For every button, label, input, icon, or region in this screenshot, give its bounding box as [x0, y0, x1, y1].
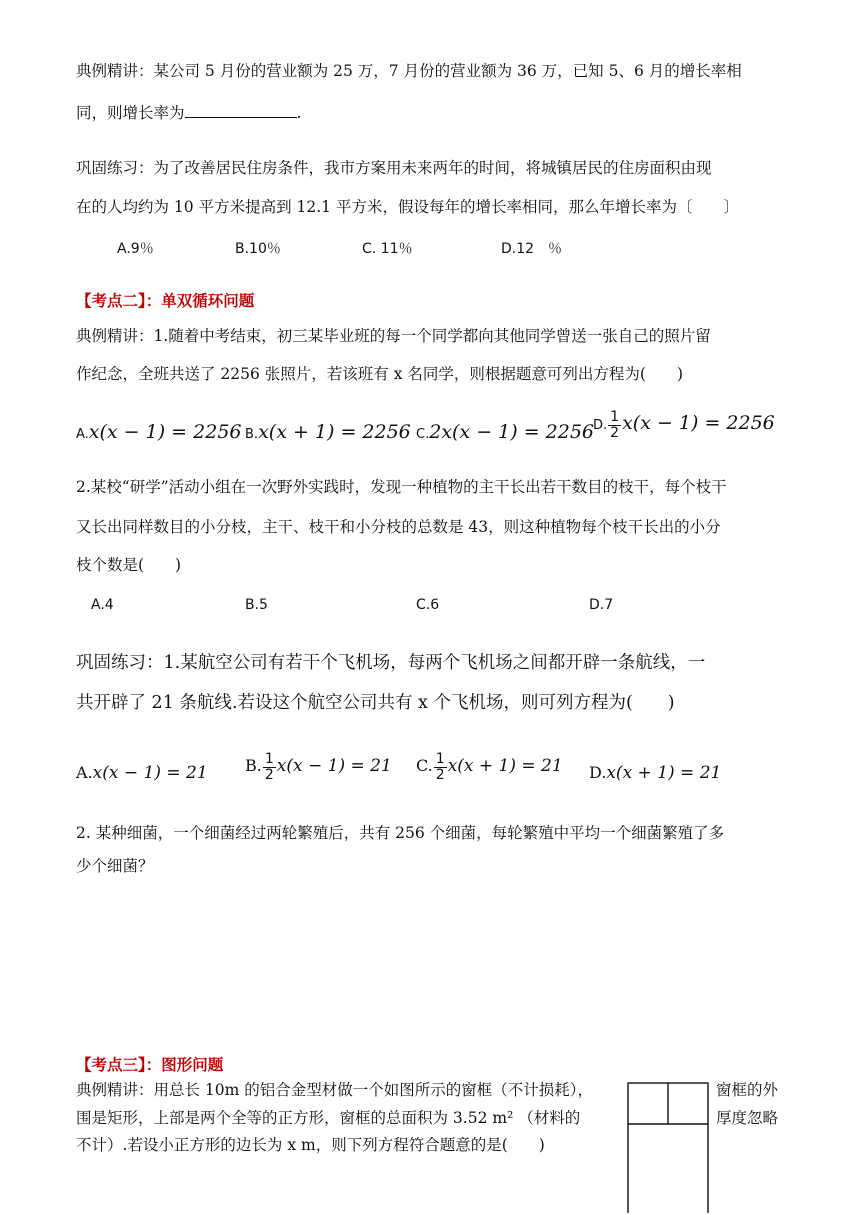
practice1-line1: 巩固练习：为了改善居民住房条件，我市方案用未来两年的时间，将城镇居民的住房面积由现 — [76, 159, 712, 177]
ex1-option-b-expr: x(x + 1) = 2256 — [258, 421, 411, 443]
practice1-option-a: A.9％ — [117, 241, 154, 257]
section2-title: 【考点二】：单双循环问题 — [76, 292, 255, 310]
pr-option-a: A.x(x − 1) = 21 — [76, 763, 208, 783]
practice1-option-d: D.12 ％ — [501, 241, 563, 257]
section2-q2b-line1: 2. 某种细菌，一个细菌经过两轮繁殖后，共有 256 个细菌，每轮繁殖中平均一个细菌繁殖了多 — [76, 824, 725, 842]
section2-q2-line2: 又长出同样数目的小分枝，主干、枝干和小分枝的总数是 43，则这种植物每个枝干长出的小分 — [76, 518, 721, 536]
example1-line1: 典例精讲：某公司 5 月份的营业额为 25 万，7 月份的营业额为 36 万，已知 5、6 月的增长率相 — [76, 62, 742, 80]
section2-q2-line1: 2.某校“研学”活动小组在一次野外实践时，发现一种植物的主干长出若干数目的枝干，每个枝干 — [76, 478, 727, 496]
ex1-option-c-expr: 2x(x − 1) = 2256 — [429, 421, 595, 443]
pr-option-b: B. $\frac{1}{2}$ x(x − 1) = 21 — [245, 751, 392, 783]
example1-line2-text: 同，则增长率为 — [76, 104, 185, 122]
pr-option-b-expr: x(x − 1) = 21 — [276, 756, 392, 777]
pr-option-c: C. $\frac{1}{2}$ x(x + 1) = 21 — [416, 751, 563, 783]
section3-line2-right: 厚度忽略 — [716, 1109, 779, 1127]
example1-line2-end: . — [296, 104, 302, 122]
fraction-one-half: $\frac{1}{2}$ — [610, 409, 620, 441]
practice1-option-c: C. 11％ — [362, 241, 413, 257]
section2-q2-line3: 枝个数是( ) — [76, 556, 182, 574]
section2-example-line1: 典例精讲：1.随着中考结束，初三某毕业班的每一个同学都向其他同学曾送一张自己的照片留 — [76, 327, 711, 345]
section3-title: 【考点三】：图形问题 — [76, 1056, 224, 1074]
ex1-option-a: A.x(x − 1) = 2256 — [76, 421, 242, 443]
q2-option-d: D.7 — [589, 597, 614, 613]
section3-line1-right: 窗框的外 — [716, 1081, 779, 1099]
answer-blank — [185, 103, 297, 118]
section3-line2: 围是矩形，上部是两个全等的正方形，窗框的总面积为 3.52 m² （材料的 — [76, 1109, 581, 1127]
fraction-one-half: $\frac{1}{2}$ — [264, 751, 274, 783]
section2-example-line2: 作纪念，全班共送了 2256 张照片，若该班有 x 名同学，则根据题意可列出方程为( ) — [76, 365, 683, 383]
pr-option-c-expr: x(x + 1) = 21 — [447, 756, 563, 777]
q2-option-a: A.4 — [91, 597, 114, 613]
pr-option-d: D.x(x + 1) = 21 — [589, 763, 722, 783]
ex1-option-d: D. $\frac{1}{2}$ x(x − 1) = 2256 — [593, 409, 775, 441]
fraction-one-half: $\frac{1}{2}$ — [435, 751, 445, 783]
ex1-option-c: C.2x(x − 1) = 2256 — [416, 421, 595, 443]
q2-option-c: C.6 — [416, 597, 440, 613]
section3-line1: 典例精讲：用总长 10m 的铝合金型材做一个如图所示的窗框（不计损耗）， — [76, 1081, 594, 1099]
practice1-option-b: B.10％ — [235, 241, 281, 257]
ex1-option-d-expr: x(x − 1) = 2256 — [622, 412, 775, 435]
ex1-option-b: B.x(x + 1) = 2256 — [245, 421, 411, 443]
section2-q2b-line2: 少个细菌？ — [76, 857, 154, 875]
ex1-option-a-expr: x(x − 1) = 2256 — [88, 421, 242, 443]
example1-line2 — [76, 103, 301, 122]
pr-option-d-expr: x(x + 1) = 21 — [606, 763, 722, 783]
section2-practice-line2: 共开辟了 21 条航线.若设这个航空公司共有 x 个飞机场，则可列方程为( ) — [76, 693, 675, 713]
window-frame-diagram — [627, 1082, 709, 1213]
q2-option-b: B.5 — [245, 597, 268, 613]
pr-option-a-expr: x(x − 1) = 21 — [92, 763, 208, 783]
section2-practice-line1: 巩固练习：1.某航空公司有若干个飞机场，每两个飞机场之间都开辟一条航线，一 — [76, 653, 706, 673]
practice1-line2: 在的人均约为 10 平方米提高到 12.1 平方米，假设每年的增长率相同，那么年增长率为〔 〕 — [76, 198, 739, 216]
section3-line3: 不计）.若设小正方形的边长为 x m，则下列方程符合题意的是( ) — [76, 1136, 545, 1154]
